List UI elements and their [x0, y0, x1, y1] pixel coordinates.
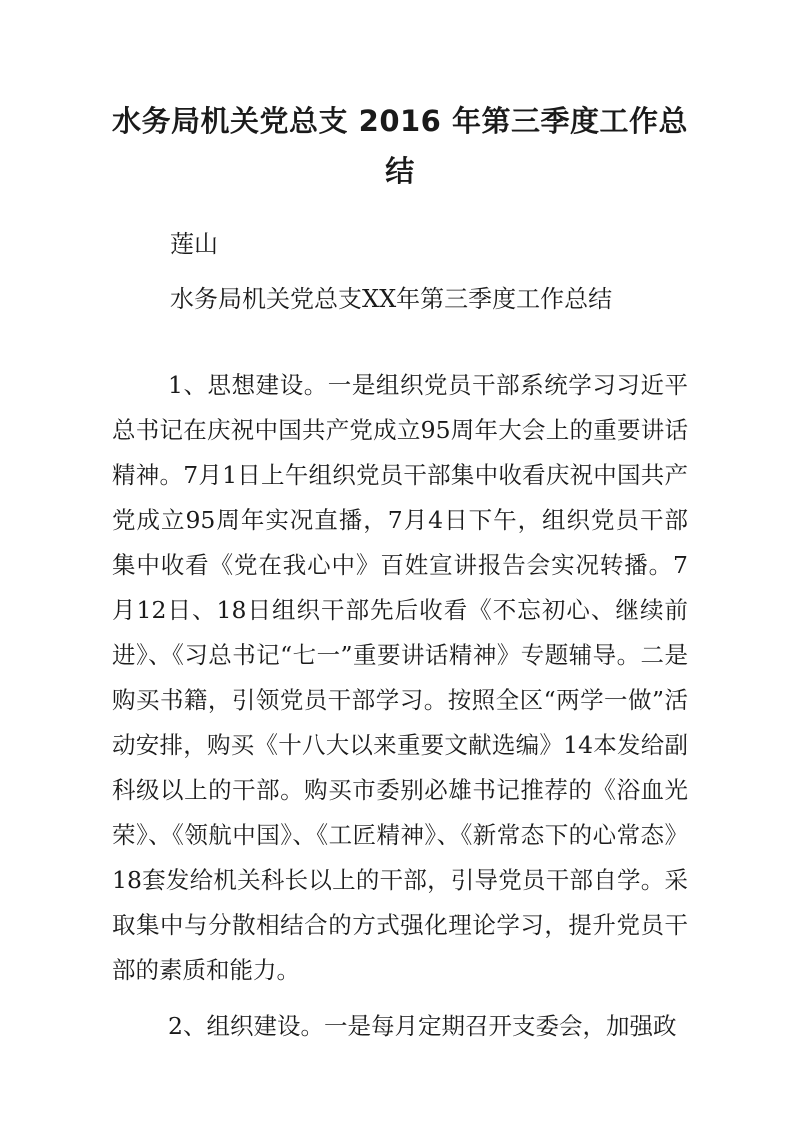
subtitle-line: 水务局机关党总支XX年第三季度工作总结 [170, 285, 613, 313]
document-title: 水务局机关党总支 2016 年第三季度工作总结 [112, 104, 688, 188]
document-body [112, 363, 688, 1049]
paragraph-1: 1、思想建设。一是组织党员干部系统学习习近平总书记在庆祝中国共产党成立95周年大会上的重要讲话精神。7月1日上午组织党员干部集中收看庆祝中国共产党成立95周年实况直播，7月4日下午，组织党员干部集中收看《党在我心中》百姓宣讲报告会实况转播。7月12日、18日组织干部先后收看《不忘初心、继续前进》、《习总书记“七一”重要讲话精神》专题辅导。二是购买书籍，引领党员干部学习。按照全区“两学一做”活动安排，购买《十八大以来重要文献选编》14本发给副科级以上的干部。购买市委别必雄书记推荐的《浴血光荣》、《领航中国》、《工匠精神》、《新常态下的心常态》18套发给机关科长以上的干部，引导党员干部自学。采取集中与分散相结合的方式强化理论学习，提升党员干部的素质和能力。 [112, 371, 688, 984]
paragraph-2: 2、组织建设。一是每月定期召开支委会，加强政 [168, 1012, 677, 1040]
author-line: 莲山 [170, 230, 218, 258]
